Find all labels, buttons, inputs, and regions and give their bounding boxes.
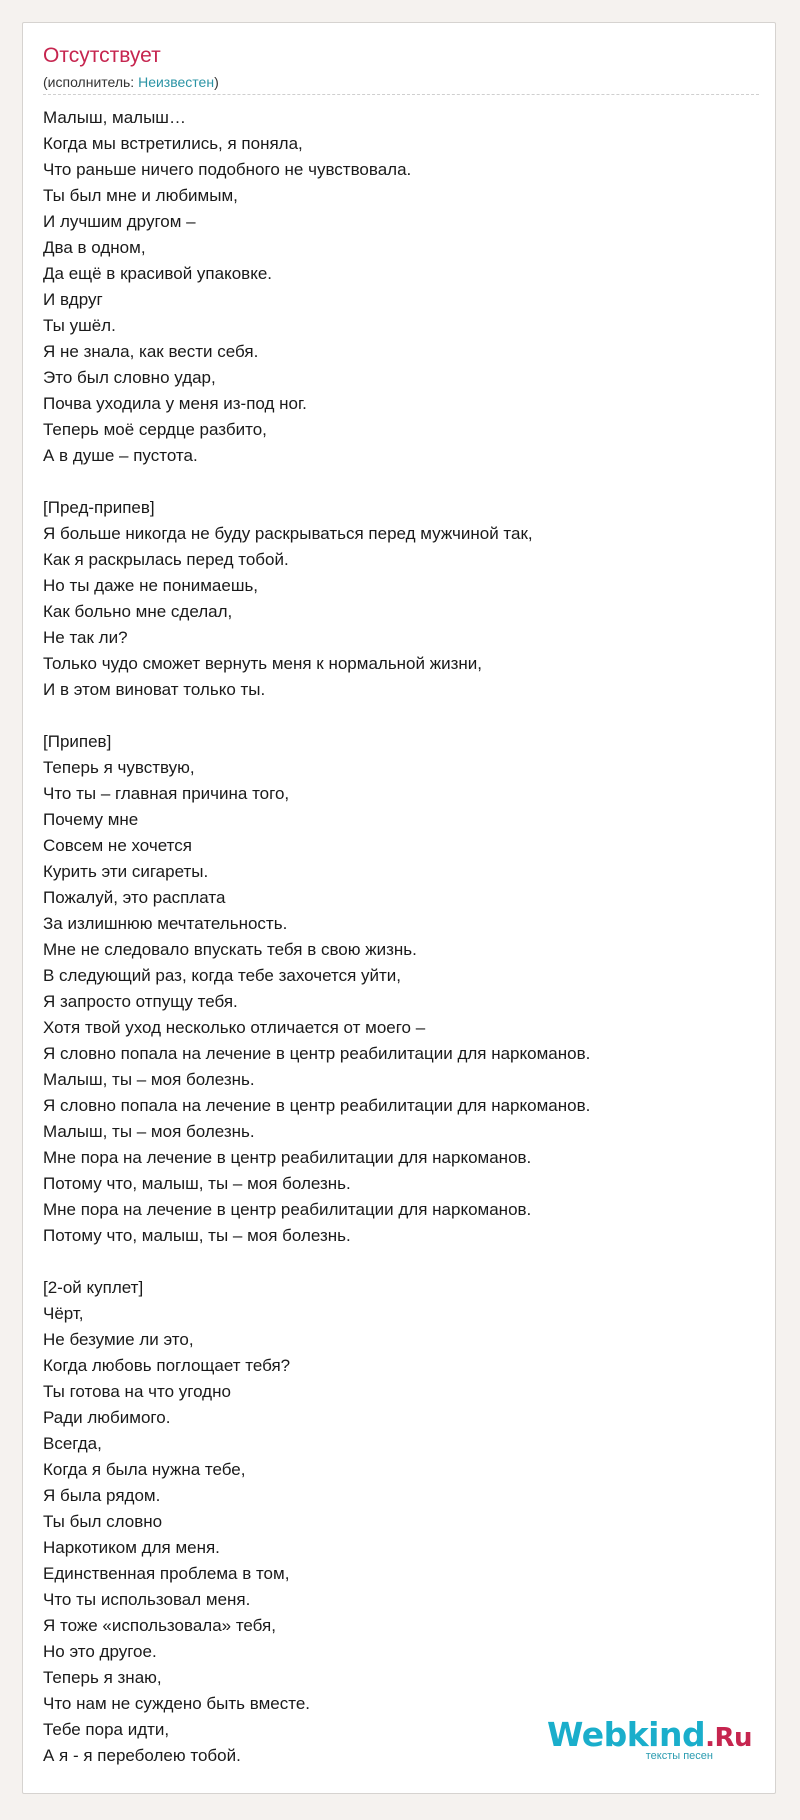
lyric-line: Теперь я знаю, — [43, 1668, 162, 1687]
lyric-line: Я не знала, как вести себя. — [43, 342, 259, 361]
lyric-line: Не безумие ли это, — [43, 1330, 194, 1349]
lyric-line: В следующий раз, когда тебе захочется уйти, — [43, 966, 402, 985]
lyric-line: Как я раскрылась перед тобой. — [43, 550, 289, 569]
lyric-line: Ты готова на что угодно — [43, 1382, 231, 1401]
lyric-line: Тебе пора идти, — [43, 1720, 170, 1739]
lyric-line: Малыш, ты – моя болезнь. — [43, 1122, 255, 1141]
logo-ru-text: .Ru — [705, 1723, 753, 1753]
lyric-line: Теперь моё сердце разбито, — [43, 420, 267, 439]
lyric-line: Ради любимого. — [43, 1408, 171, 1427]
lyric-line: Малыш, ты – моя болезнь. — [43, 1070, 255, 1089]
lyric-line: Я была рядом. — [43, 1486, 161, 1505]
lyrics-card — [22, 22, 776, 1794]
lyric-line: Наркотиком для меня. — [43, 1538, 220, 1557]
song-title: Отсутствует — [43, 44, 161, 67]
lyric-line: Хотя твой уход несколько отличается от моего – — [43, 1018, 426, 1037]
header-divider — [43, 94, 759, 95]
lyric-line: Почему мне — [43, 810, 139, 829]
lyric-line: А в душе – пустота. — [43, 446, 198, 465]
logo-kind-text: kind — [626, 1715, 706, 1754]
lyric-line: Как больно мне сделал, — [43, 602, 233, 621]
logo-tagline: тексты песен — [645, 1750, 713, 1762]
lyric-line: Я словно попала на лечение в центр реабилитации для наркоманов. — [43, 1044, 591, 1063]
lyric-line: [Припев] — [43, 732, 112, 751]
lyric-line: И лучшим другом – — [43, 212, 196, 231]
lyric-line: Всегда, — [43, 1434, 102, 1453]
lyric-line: Когда я была нужна тебе, — [43, 1460, 246, 1479]
lyric-line: За излишнюю мечтательность. — [43, 914, 288, 933]
logo-web-text: Web — [547, 1715, 627, 1754]
lyric-line: Что ты использовал меня. — [43, 1590, 251, 1609]
lyric-line: Но это другое. — [43, 1642, 157, 1661]
lyric-line: Пожалуй, это расплата — [43, 888, 226, 907]
lyric-line: Что нам не суждено быть вместе. — [43, 1694, 311, 1713]
lyric-line: Да ещё в красивой упаковке. — [43, 264, 273, 283]
lyric-line: И в этом виноват только ты. — [43, 680, 266, 699]
lyric-line: Я больше никогда не буду раскрываться перед мужчиной так, — [43, 524, 533, 543]
lyric-line: Что раньше ничего подобного не чувствовала. — [43, 160, 412, 179]
lyric-blank-line — [43, 703, 759, 729]
lyric-line: Только чудо сможет вернуть меня к нормальной жизни, — [43, 654, 483, 673]
lyric-line: Совсем не хочется — [43, 836, 192, 855]
lyric-line: И вдруг — [43, 290, 103, 309]
lyric-line: Я словно попала на лечение в центр реабилитации для наркоманов. — [43, 1096, 591, 1115]
site-logo[interactable] — [547, 1715, 753, 1773]
lyric-line: Курить эти сигареты. — [43, 862, 209, 881]
song-header — [43, 43, 759, 91]
lyric-line: Мне пора на лечение в центр реабилитации для наркоманов. — [43, 1148, 532, 1167]
lyric-line: Не так ли? — [43, 628, 128, 647]
artist-suffix: ) — [214, 74, 219, 90]
lyric-line: Потому что, малыш, ты – моя болезнь. — [43, 1226, 351, 1245]
lyric-line: [2-ой куплет] — [43, 1278, 144, 1297]
lyric-line: А я - я переболею тобой. — [43, 1746, 241, 1765]
artist-line — [43, 73, 759, 91]
artist-prefix: (исполнитель: — [43, 74, 139, 90]
lyric-line: Но ты даже не понимаешь, — [43, 576, 259, 595]
lyric-line: Мне пора на лечение в центр реабилитации для наркоманов. — [43, 1200, 532, 1219]
lyric-line: Я тоже «использовала» тебя, — [43, 1616, 276, 1635]
lyric-line: Ты ушёл. — [43, 316, 116, 335]
lyric-line: Чёрт, — [43, 1304, 84, 1323]
lyric-line: Малыш, малыш… — [43, 108, 186, 127]
lyric-line: Я запросто отпущу тебя. — [43, 992, 238, 1011]
lyric-line: Почва уходила у меня из-под ног. — [43, 394, 307, 413]
artist-link[interactable]: Неизвестен — [138, 74, 215, 90]
lyric-line: Два в одном, — [43, 238, 146, 257]
lyric-line: Когда любовь поглощает тебя? — [43, 1356, 291, 1375]
lyric-line: Это был словно удар, — [43, 368, 216, 387]
lyric-line: Теперь я чувствую, — [43, 758, 195, 777]
lyric-line: Потому что, малыш, ты – моя болезнь. — [43, 1174, 351, 1193]
lyric-line: Ты был словно — [43, 1512, 163, 1531]
lyric-blank-line — [43, 1249, 759, 1275]
lyric-line: Ты был мне и любимым, — [43, 186, 238, 205]
lyric-line: Единственная проблема в том, — [43, 1564, 290, 1583]
lyric-blank-line — [43, 469, 759, 495]
lyrics-text — [43, 105, 759, 1769]
lyric-line: [Пред-припев] — [43, 498, 155, 517]
lyric-line: Когда мы встретились, я поняла, — [43, 134, 303, 153]
lyric-line: Что ты – главная причина того, — [43, 784, 290, 803]
lyric-line: Мне не следовало впускать тебя в свою жизнь. — [43, 940, 417, 959]
